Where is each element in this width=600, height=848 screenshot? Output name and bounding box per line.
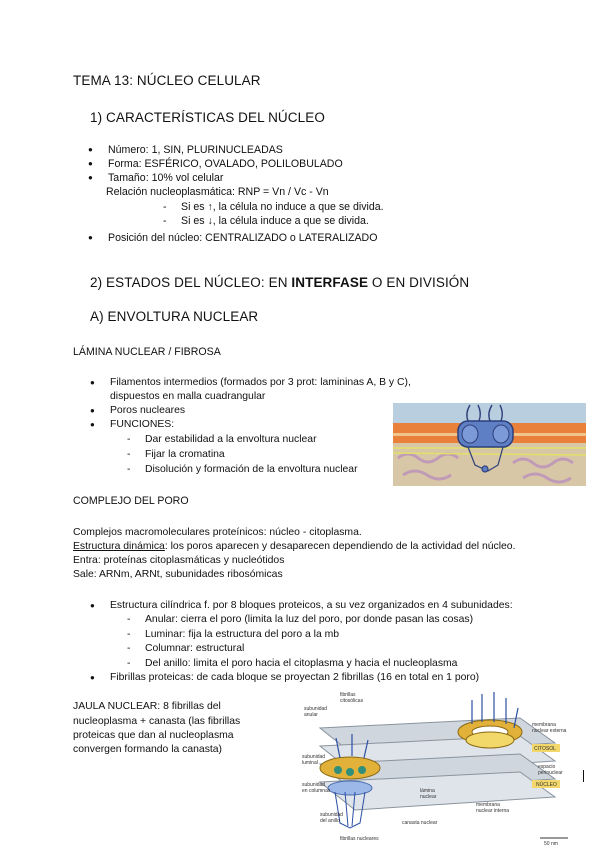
bullet-forma: ● Forma: ESFÉRICO, OVALADO, POLILOBULADO [108, 157, 343, 172]
section-2-heading: 2) ESTADOS DEL NÚCLEO: EN INTERFASE O EN DIVISIÓN [90, 275, 470, 290]
label-sub-columnas: subunidad [302, 782, 326, 788]
subunidad-anillo: - Del anillo: limita el poro hacia el citoplasma y hacia el nucleoplasma [145, 657, 457, 672]
label-nucleo: NÚCLEO [536, 782, 557, 788]
subunidad-luminar: - Luminar: fija la estructura del poro a la mb [145, 628, 339, 643]
label-sub-anillo: subunidad [320, 812, 344, 818]
label-lamina-2: nuclear [420, 794, 437, 800]
label-fibrillas-cito: fibrillas [340, 692, 356, 698]
bullet-poros: ● Poros nucleares [110, 404, 185, 419]
section-a-heading: A) ENVOLTURA NUCLEAR [90, 309, 259, 324]
text-cursor [583, 770, 584, 782]
label-sub-luminal-2: luminal [302, 760, 318, 766]
label-scale: 50 nm [544, 841, 558, 846]
filamentos-cont: dispuestos en malla cuadrangular [110, 391, 266, 402]
poro-line-2: Estructura dinámica: los poros aparecen y desaparecen dependiendo de la actividad del núcleo. [73, 541, 516, 552]
funcion-2: - Fijar la cromatina [145, 448, 225, 463]
subunidad-columnar: - Columnar: estructural [145, 642, 244, 657]
label-citosol: CITOSOL [534, 746, 556, 752]
label-sub-luminal: subunidad [302, 754, 326, 760]
label-memb-int: membrana [476, 802, 500, 808]
funcion-3: - Disolución y formación de la envoltura nuclear [145, 463, 358, 478]
jaula-line-3: proteicas que dan al nucleoplasma [73, 730, 234, 741]
label-canasta: canasta nuclear [402, 820, 438, 826]
section-1-heading: 1) CARACTERÍSTICAS DEL NÚCLEO [90, 110, 325, 125]
label-espacio-2: perinuclear [538, 770, 563, 776]
jaula-line-1: JAULA NUCLEAR: 8 fibrillas del [73, 701, 221, 712]
bullet-tamano: ● Tamaño: 10% vol celular [108, 171, 223, 186]
bullet-posicion: ● Posición del núcleo: CENTRALIZADO o LATERALIZADO [108, 231, 377, 246]
poro-line-1: Complejos macromoleculares proteínicos: núcleo - citoplasma. [73, 527, 362, 538]
nuclear-envelope-figure [393, 403, 586, 486]
jaula-line-4: convergen formando la canasta) [73, 744, 223, 755]
rnp-sub-up: - Si es ↑, la célula no induce a que se divida. [181, 200, 384, 215]
bullet-estructura: ● Estructura cilíndrica f. por 8 bloques proteicos, a su vez organizados en 4 subunidades: [110, 599, 513, 614]
label-memb-ext: membrana [532, 722, 556, 728]
bullet-funciones: ● FUNCIONES: [110, 418, 174, 433]
label-sub-columnas-2: en columnas [302, 788, 331, 794]
label-memb-ext-2: nuclear externa [532, 728, 567, 734]
jaula-line-2: nucleoplasma + canasta (las fibrillas [73, 716, 241, 727]
label-espacio: espacio [538, 764, 556, 770]
label-sub-anular: subunidad [304, 706, 328, 712]
bullet-numero: ● Número: 1, SIN, PLURINUCLEADAS [108, 143, 283, 158]
lamina-heading: LÁMINA NUCLEAR / FIBROSA [73, 346, 221, 358]
poro-line-4: Sale: ARNm, ARNt, subunidades ribosómicas [73, 569, 283, 580]
label-memb-int-2: nuclear interna [476, 808, 510, 814]
poro-line-3: Entra: proteínas citoplasmáticas y nucleótidos [73, 555, 285, 566]
page-title: TEMA 13: NÚCLEO CELULAR [73, 73, 261, 88]
funcion-1: - Dar estabilidad a la envoltura nuclear [145, 433, 317, 448]
poro-heading: COMPLEJO DEL PORO [73, 495, 189, 507]
label-sub-anular-2: anular [304, 712, 318, 718]
label-fibrillas-cito-2: citosólicas [340, 698, 364, 704]
label-lamina: lámina [420, 788, 435, 794]
label-fibrillas-nuc: fibrillas nucleares [340, 836, 379, 842]
bullet-filamentos: ● Filamentos intermedios (formados por 3 prot: lamininas A, B y C), [110, 376, 411, 391]
rnp-line: Relación nucleoplasmática: RNP = Vn / Vc - Vn [106, 186, 329, 198]
rnp-sub-down: - Si es ↓, la célula induce a que se divida. [181, 214, 369, 229]
nuclear-pore-complex-figure [300, 688, 570, 846]
subunidad-anular: - Anular: cierra el poro (limita la luz del poro, por donde pasan las cosas) [145, 613, 473, 628]
label-sub-anillo-2: del anillo [320, 818, 340, 824]
bullet-fibrillas: ● Fibrillas proteicas: de cada bloque se proyectan 2 fibrillas (16 en total en 1 poro) [110, 671, 479, 686]
